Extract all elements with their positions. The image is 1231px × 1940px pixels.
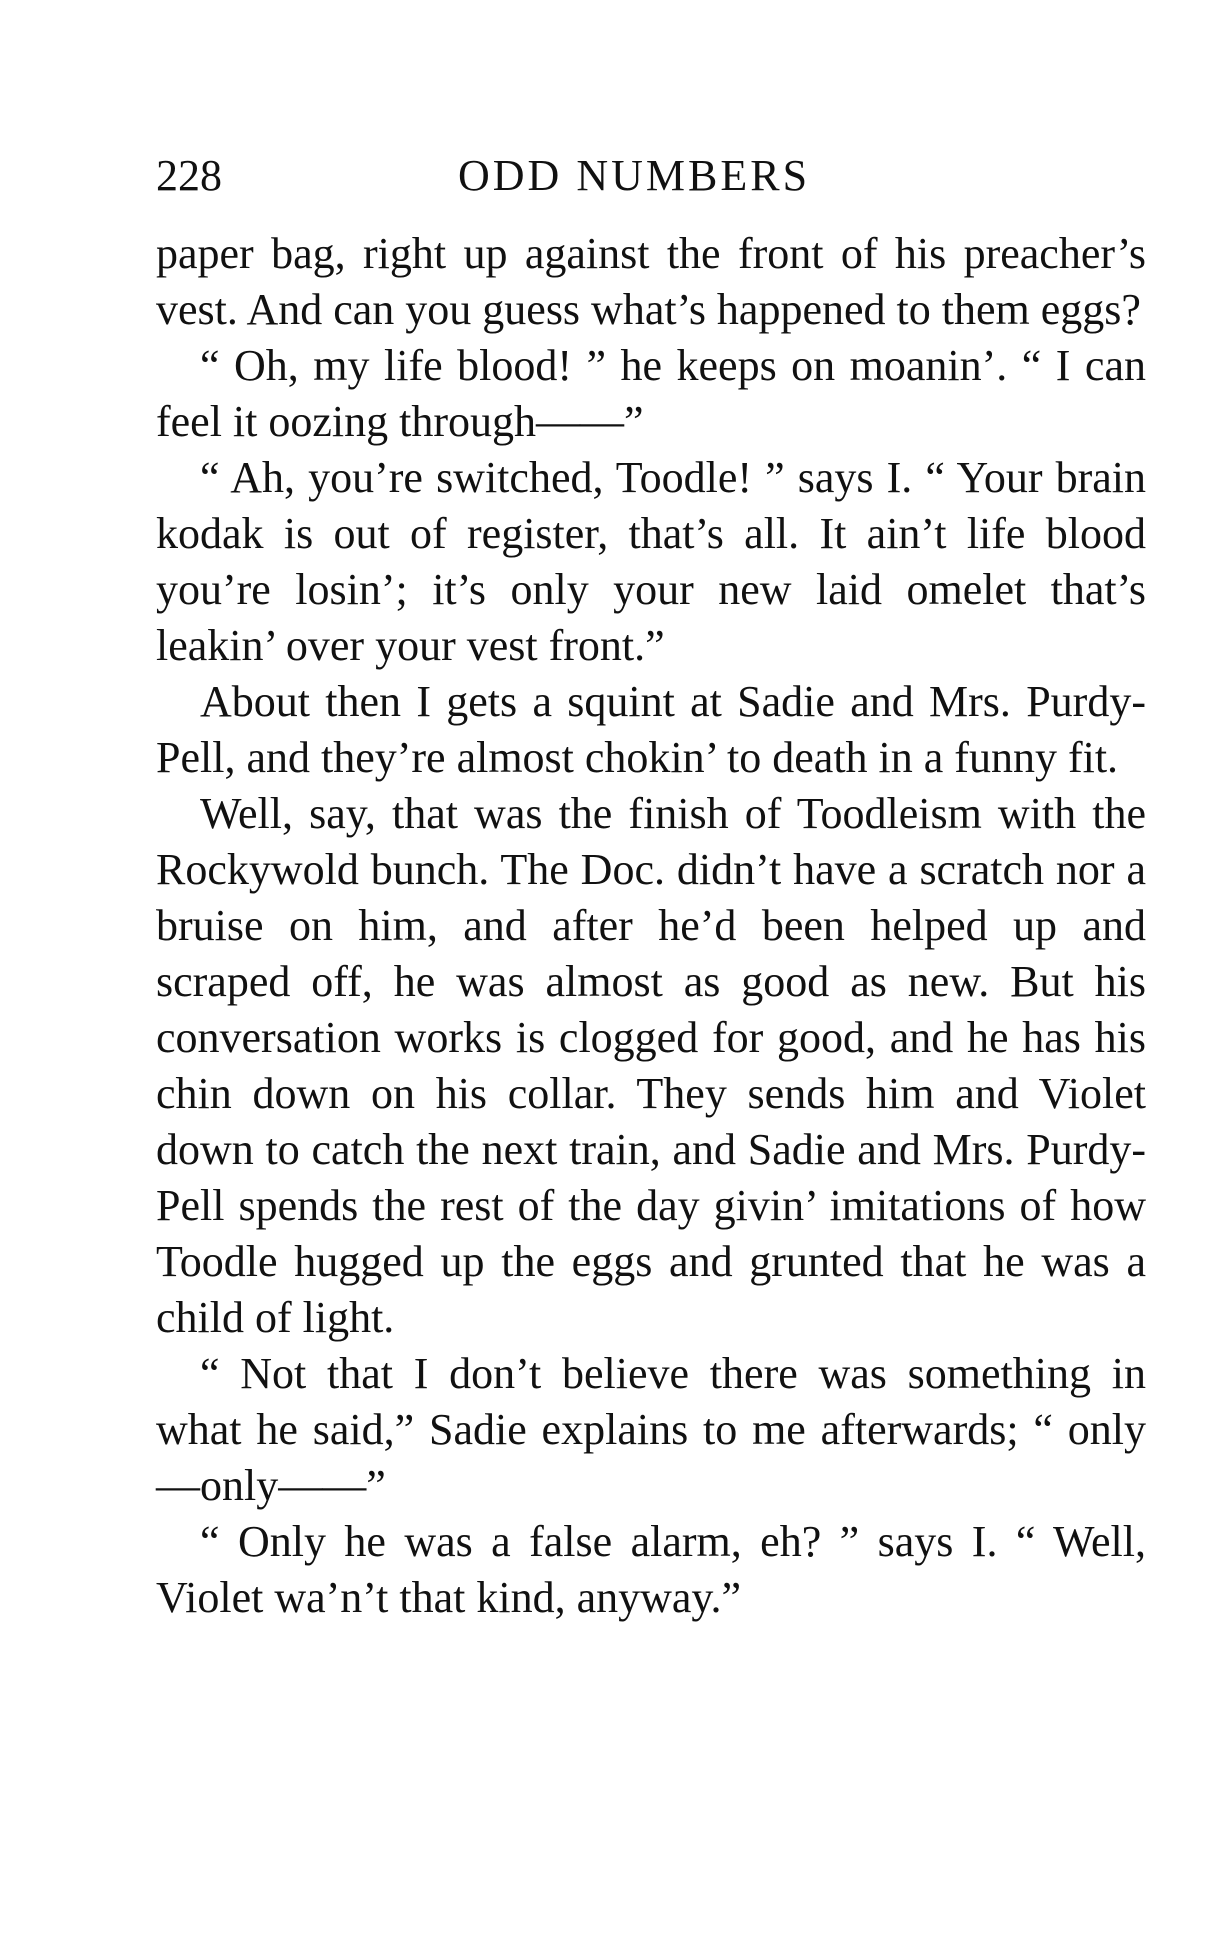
paragraph-4: About then I gets a squint at Sadie and Mrs. Purdy-Pell, and they’re almost chokin’ to death in a funny fit. xyxy=(156,677,1146,782)
paragraph-2: “ Oh, my life blood! ” he keeps on moanin’. “ I can feel it oozing through——” xyxy=(156,341,1146,446)
body-text xyxy=(156,226,1146,1626)
running-title: ODD NUMBERS xyxy=(458,151,811,200)
paragraph-1: paper bag, right up against the front of his preacher’s vest. And can you guess what’s happened to them eggs? xyxy=(156,229,1146,334)
page-header xyxy=(156,148,1156,208)
paragraph-7: “ Only he was a false alarm, eh? ” says I. “ Well, Violet wa’n’t that kind, anyway.” xyxy=(156,1517,1146,1622)
paragraph-5: Well, say, that was the finish of Toodleism with the Rockywold bunch. The Doc. didn’t have a scratch nor a bruise on him, and after he’d been helped up and scraped off, he was almost as good as new. But his conversation works is clogged for good, and he has his chin down on his collar. They sends him and Violet down to catch the next train, and Sadie and Mrs. Purdy-Pell spends the rest of the day givin’ imitations of how Toodle hugged up the eggs and grunted that he was a child of light. xyxy=(156,789,1146,1342)
paragraph-3: “ Ah, you’re switched, Toodle! ” says I. “ Your brain kodak is out of register, that’s all. It ain’t life blood you’re losin’; it’s only your new laid omelet that’s leakin’ over your vest front.” xyxy=(156,453,1146,670)
paragraph-6: “ Not that I don’t believe there was something in what he said,” Sadie explains to me afterwards; “ only—only——” xyxy=(156,1349,1146,1510)
page-number: 228 xyxy=(156,151,222,200)
